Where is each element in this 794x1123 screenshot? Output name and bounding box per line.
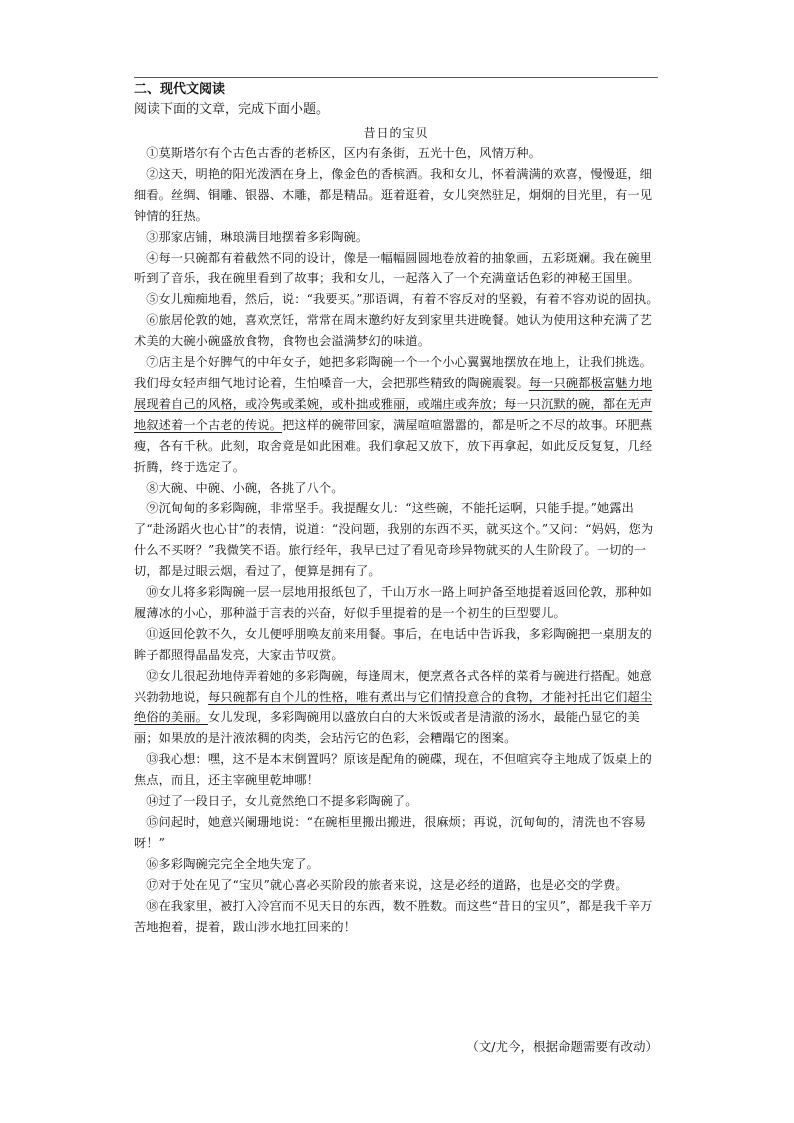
- paragraph-7-part-b: 把这样的碗带回家，满屋喧喧嚣嚣的，都是听之不尽的故事。环肥燕瘦，各有千秋。此刻，取舍竟是如此困难。我们拿起又放下，放下再拿起，如此反反复复，几经折腾，终于选定了。: [134, 417, 653, 474]
- source-attribution: （文/尤今，根据命题需要有改动）: [466, 1039, 658, 1054]
- underlined-sentence-2: 每只碗都有自个儿的性格，唯有煮出与它们情投意合的食物，才能衬托出它们超尘绝俗的美丽。: [134, 689, 653, 725]
- instruction-text: 阅读下面的文章，完成下面小题。: [134, 102, 330, 117]
- paragraph-14: ⑭过了一段日子，女儿竟然绝口不提多彩陶碗了。: [146, 794, 418, 809]
- paragraph-2: ②这天，明艳的阳光泼洒在身上，像金色的香槟酒。我和女儿，怀着满满的欢喜，慢慢逛，细细看。丝绸、铜雕、银器、木雕，都是精品。逛着逛着，女儿突然驻足，炯炯的目光里，有一见钟情的狂热。: [134, 166, 653, 223]
- paragraph-12-part-a: ⑫女儿很起劲地侍弄着她的多彩陶碗，每逢周末，便烹煮各式各样的菜肴与碗进行搭配。她意兴勃勃地说，: [134, 668, 653, 704]
- paragraph-15: ⑮问起时，她意兴阑珊地说：“在碗柜里搬出搬进，很麻烦；再说，沉甸甸的，清洗也不容易呀！”: [134, 815, 647, 850]
- paragraph-8: ⑧大碗、中碗、小碗，各挑了八个。: [146, 480, 344, 495]
- header-rule: [134, 77, 658, 78]
- paragraph-11: ⑪返回伦敦不久，女儿便呼朋唤友前来用餐。事后，在电话中告诉我，多彩陶碗把一桌朋友的眸子都照得晶晶发亮，大家击节叹赏。: [134, 626, 653, 662]
- paragraph-18: ⑱在我家里，被打入冷宫而不见天日的东西，数不胜数。而这些“昔日的宝贝”，都是我千辛万苦地抱着，提着，跋山涉水地扛回来的！: [134, 898, 653, 934]
- paragraph-9: ⑨沉甸甸的多彩陶碗，非常坚手。我提醒女儿：“这些碗，不能托运啊，只能手提。”她露出了“赴汤蹈火也心甘”的表情，说道：“没问题，我别的东西不买，就买这个。”又问：“妈妈，您为什么不买呀？”我微笑不语。旅行经年，我早已过了看见奇珍异物就买的人生阶段了。一切的一切，都是过眼云烟，看过了，便算是拥有了。: [134, 501, 654, 579]
- section-heading: 二、现代文阅读: [134, 82, 226, 97]
- paragraph-13: ⑬我心想：嘿，这不是本末倒置吗？原该是配角的碗碟，现在，不但喧宾夺主地成了饭桌上的焦点，而且，还主宰碗里乾坤哪！: [134, 752, 653, 788]
- paragraph-10: ⑩女儿将多彩陶碗一层一层地用报纸包了，千山万水一路上呵护备至地提着返回伦敦，那种如履薄冰的小心，那种溢于言表的兴奋，好似手里提着的是一个初生的巨型婴儿。: [134, 585, 653, 620]
- article-title: 昔日的宝贝: [363, 126, 429, 140]
- paragraph-7-part-a: ⑦店主是个好脾气的中年女子，她把多彩陶碗一个一个小心翼翼地摆放在地上，让我们挑选。我们母女轻声细气地讨论着，生怕嗓音一大，会把那些精致的陶碗震裂。: [134, 355, 653, 390]
- paragraph-12-part-b: 女儿发现，多彩陶碗用以盛放白白的大米饭或者是清澈的汤水，最能凸显它的美丽；如果放的是汁液浓稠的肉类，会玷污它的色彩，会糟蹋它的图案。: [134, 710, 640, 746]
- paragraph-1: ①莫斯塔尔有个古色古香的老桥区，区内有条街，五光十色，风情万种。: [146, 146, 541, 160]
- underlined-sentence-1: 每一只碗都极富魅力地展现着自己的风格，或冷隽或柔婉，或朴拙或雅丽，或端庄或奔放；每一只沉默的碗，都在无声地叙述着一个古老的传说。: [134, 375, 653, 432]
- article-body: [134, 143, 664, 937]
- paragraph-6: ⑥旅居伦敦的她，喜欢烹饪，常常在周末邀约好友到家里共进晚餐。她认为使用这种充满了艺术美的大碗小碗盛放食物，食物也会溢满梦幻的味道。: [134, 313, 653, 349]
- paragraph-7: [134, 352, 664, 477]
- paragraph-17: ⑰对于处在见了“宝贝”就心喜必买阶段的旅者来说，这是必经的道路，也是必交的学费。: [146, 877, 628, 892]
- paragraph-5: ⑤女儿痴痴地看，然后，说：“我要买。”那语调，有着不容反对的坚毅，有着不容劝说的固执。: [146, 292, 659, 307]
- paragraph-4: ④每一只碗都有着截然不同的设计，像是一幅幅圆圆地卷放着的抽象画，五彩斑斓。我在碗里听到了音乐，我在碗里看到了故事；我和女儿，一起落入了一个充满童话色彩的神秘王国里。: [134, 250, 653, 286]
- paragraph-3: ③那家店铺，琳琅满目地摆着多彩陶碗。: [146, 229, 369, 244]
- paragraph-16: ⑯多彩陶碗完完全全地失宠了。: [146, 856, 319, 871]
- paragraph-12: [134, 666, 664, 750]
